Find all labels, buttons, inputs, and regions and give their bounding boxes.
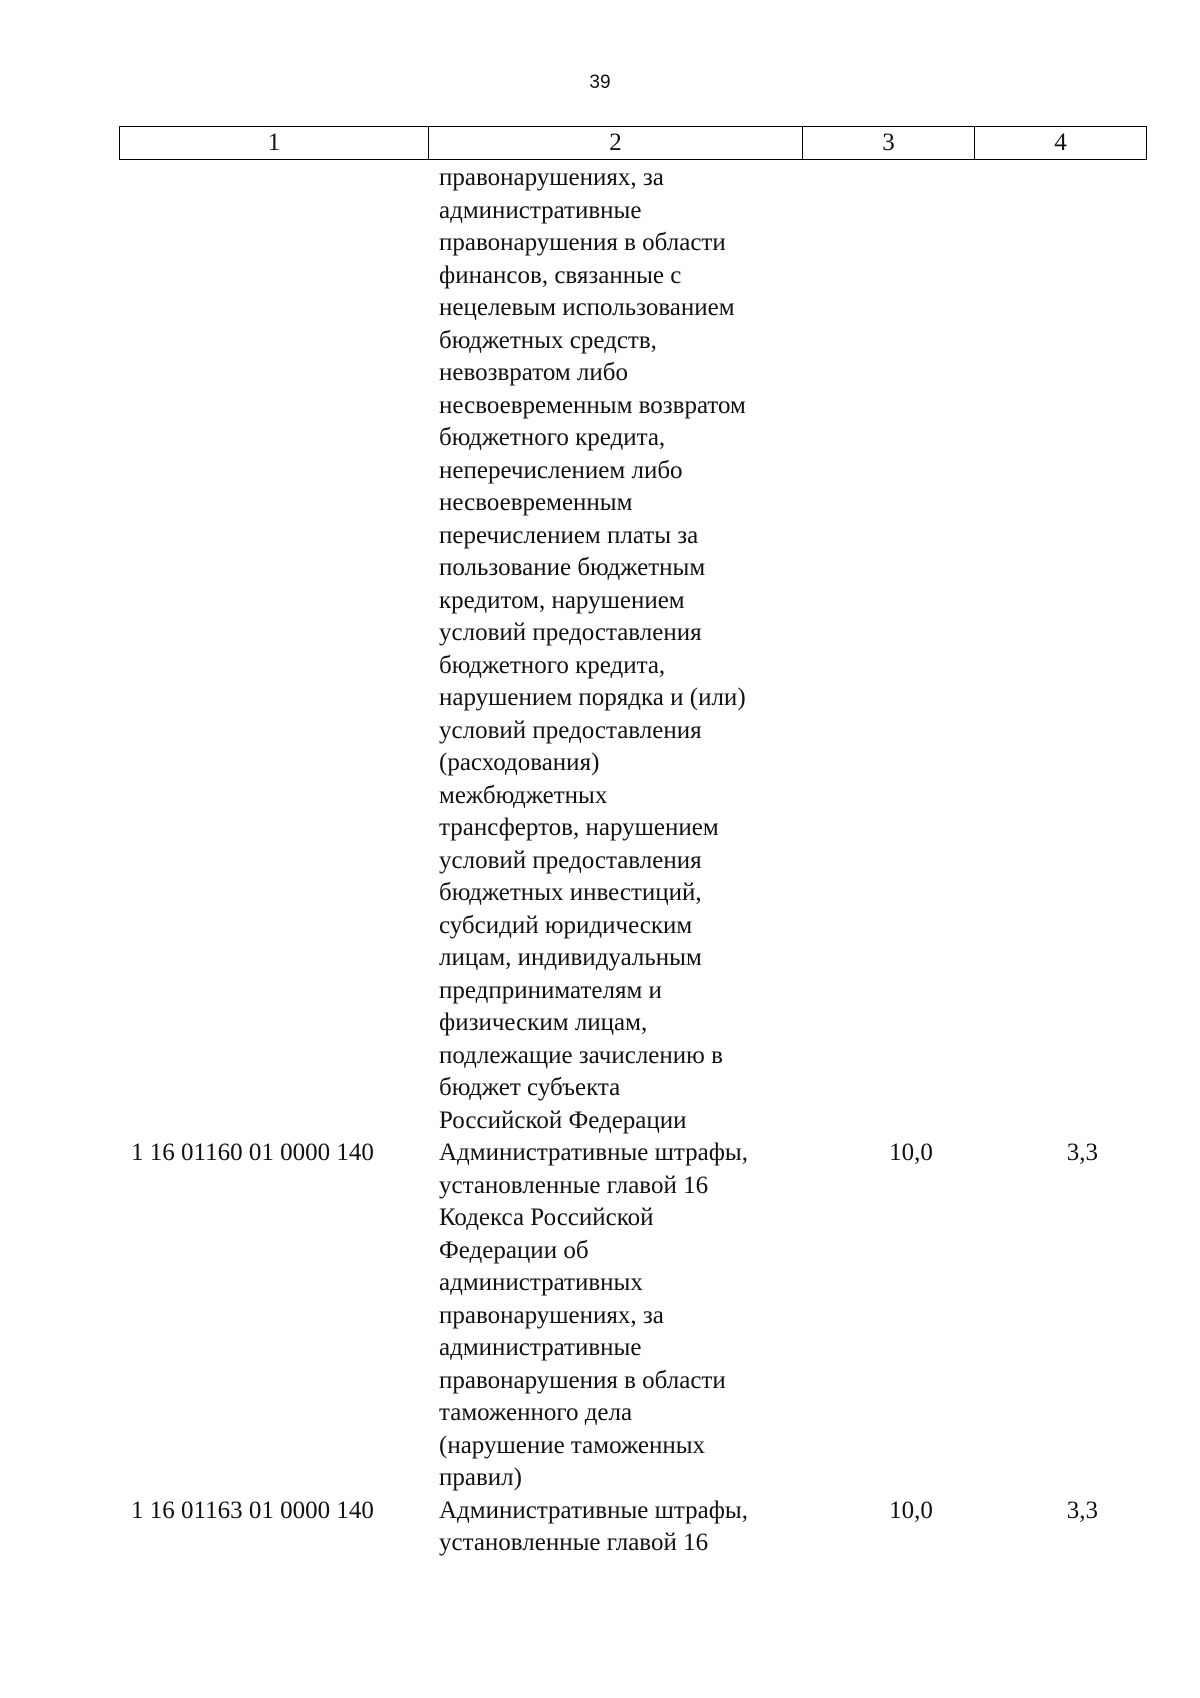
value-col3: 10,0 <box>889 1139 933 1166</box>
description-line: невозвратом либо <box>439 359 629 386</box>
description-line: несвоевременным <box>439 489 633 516</box>
description-line: пользование бюджетным <box>439 554 706 581</box>
description-line: административные <box>439 196 642 224</box>
description-line: (расходования) <box>439 749 600 776</box>
description-line: бюджетного кредита, <box>439 424 666 451</box>
description-line: несвоевременным возвратом <box>439 391 746 419</box>
description-line: субсидий юридическим <box>439 911 693 939</box>
description-line: нецелевым использованием <box>439 294 735 321</box>
column-header-3: 3 <box>803 127 975 160</box>
description-line: условий предоставления <box>439 619 702 646</box>
description-line: трансфертов, нарушением <box>439 814 719 841</box>
description-line: Административные штрафы, <box>439 1139 748 1166</box>
description-line: перечислением платы за <box>439 521 699 549</box>
description-line: лицам, индивидуальным <box>439 944 702 971</box>
description-line: неперечислением либо <box>439 456 683 484</box>
description-line: правонарушения в области <box>439 1366 726 1394</box>
description-line: правонарушения в области <box>439 229 726 256</box>
description-line: финансов, связанные с <box>439 261 682 289</box>
description-line: правил) <box>439 1464 522 1491</box>
description-line: бюджетных инвестиций, <box>439 879 702 906</box>
description-line: таможенного дела <box>439 1399 633 1426</box>
budget-code: 1 16 01163 01 0000 140 <box>131 1496 374 1524</box>
description-line: установленные главой 16 <box>439 1529 709 1556</box>
value-col4: 3,3 <box>1066 1496 1098 1524</box>
description-line: условий предоставления <box>439 846 702 874</box>
value-col3: 10,0 <box>889 1496 933 1524</box>
page-number: 39 <box>589 72 611 93</box>
table-header <box>119 126 1147 160</box>
description-line: межбюджетных <box>439 781 608 809</box>
description-line: установленные главой 16 <box>439 1171 709 1199</box>
description-line: Российской Федерации <box>439 1106 687 1134</box>
description-line: (нарушение таможенных <box>439 1431 706 1459</box>
column-header-1: 1 <box>120 127 429 160</box>
budget-code: 1 16 01160 01 0000 140 <box>131 1139 374 1166</box>
description-line: физическим лицам, <box>439 1009 648 1036</box>
description-line: бюджет субъекта <box>439 1074 621 1101</box>
description-line: правонарушениях, за <box>439 164 664 191</box>
description-line: бюджетного кредита, <box>439 651 666 679</box>
description-line: Административные штрафы, <box>439 1496 748 1524</box>
description-line: нарушением порядка и (или) <box>439 684 746 711</box>
description-line: административные <box>439 1334 642 1361</box>
description-line: правонарушениях, за <box>439 1301 664 1329</box>
description-line: подлежащие зачислению в <box>439 1041 723 1069</box>
description-line: Кодекса Российской <box>439 1204 654 1231</box>
description-line: Федерации об <box>439 1236 589 1264</box>
column-header-4: 4 <box>975 127 1147 160</box>
description-line: бюджетных средств, <box>439 326 657 354</box>
description-line: условий предоставления <box>439 716 702 744</box>
description-line: административных <box>439 1269 643 1296</box>
column-header-2: 2 <box>429 127 803 160</box>
description-line: кредитом, нарушением <box>439 586 685 614</box>
value-col4: 3,3 <box>1066 1139 1098 1166</box>
description-line: предпринимателям и <box>439 976 662 1004</box>
